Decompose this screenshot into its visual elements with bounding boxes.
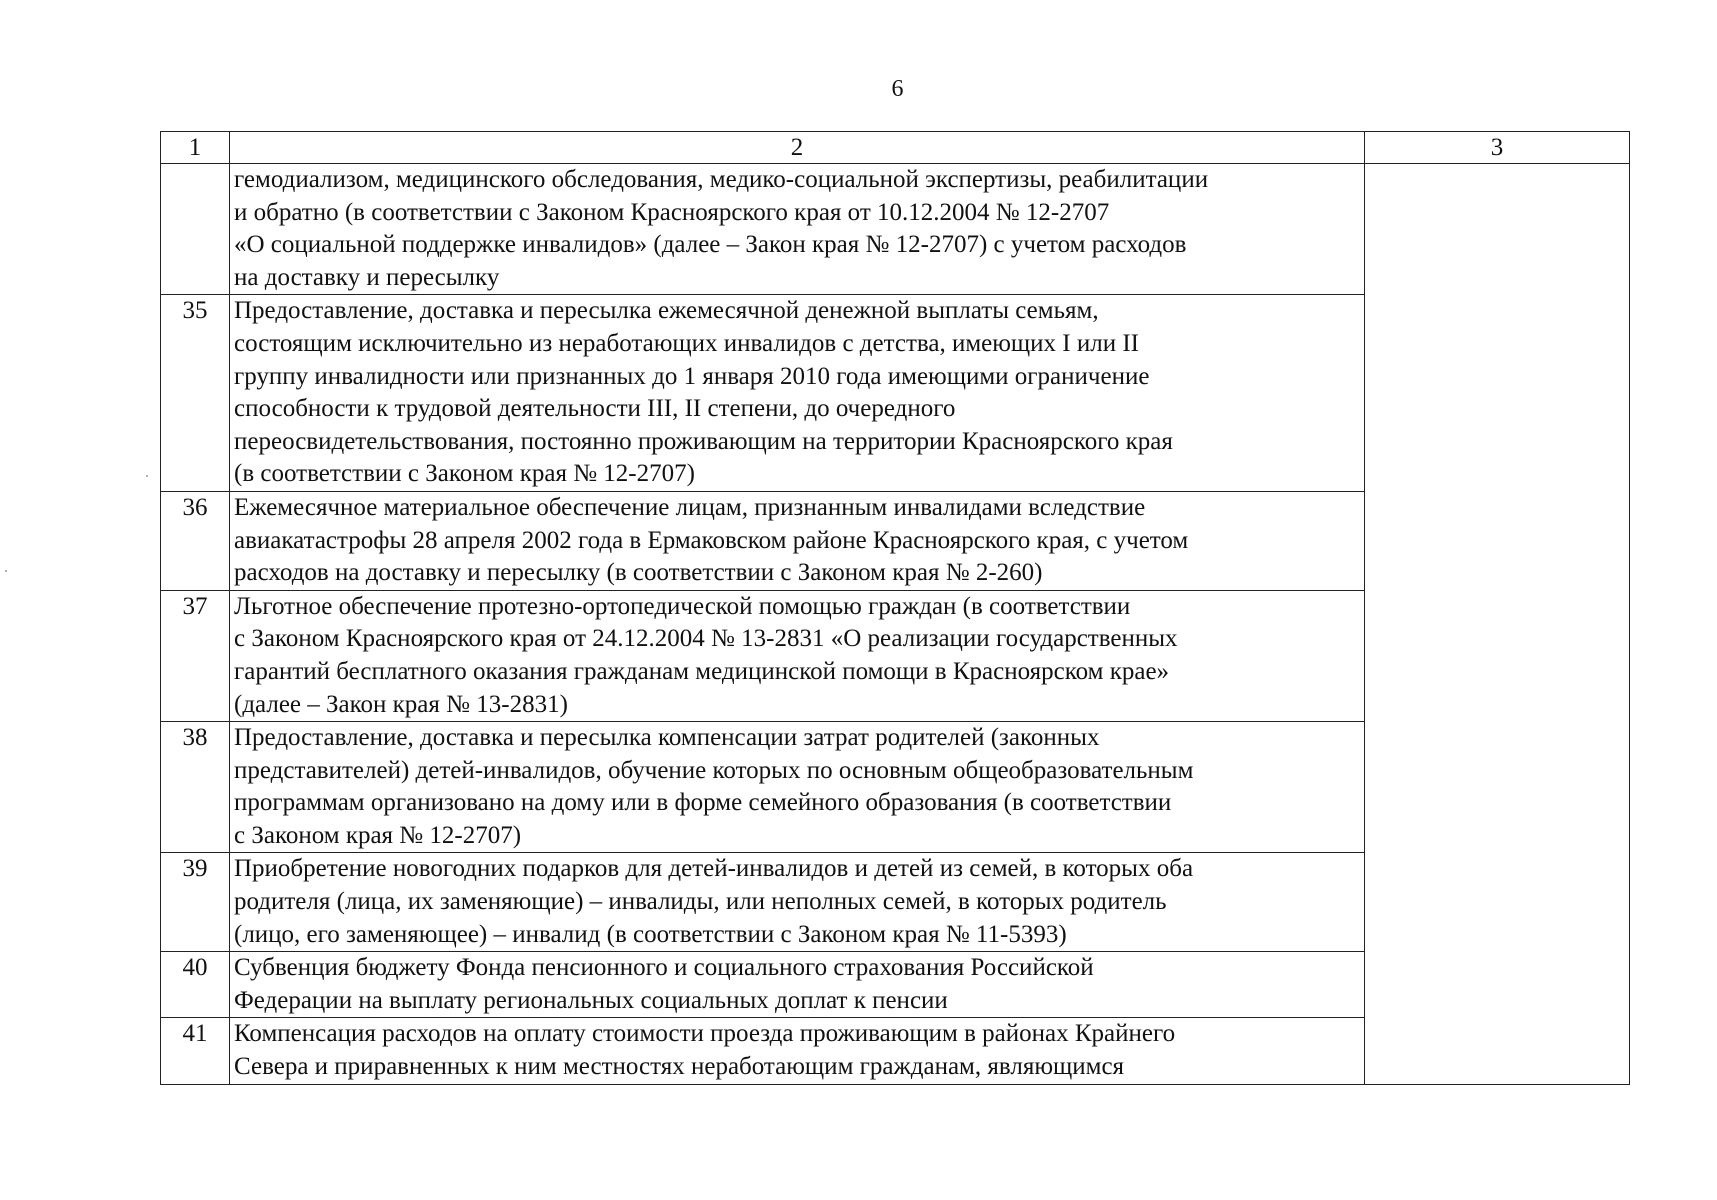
row-text (230, 853, 1365, 952)
page-number: 6 (891, 76, 904, 102)
text-line: Субвенция бюджету Фонда пенсионного и социального страхования Российской (234, 954, 1094, 982)
table-body (161, 164, 1630, 1085)
text-line: «О социальной поддержке инвалидов» (далее – Закон края № 12-2707) с учетом расходов (234, 231, 1187, 259)
row-text (230, 952, 1365, 1018)
text-line: группу инвалидности или признанных до 1 января 2010 года имеющими ограничение (234, 362, 1150, 390)
row-number (161, 164, 230, 295)
row-number: 41 (161, 1018, 230, 1084)
text-line: состоящим исключительно из неработающих инвалидов с детства, имеющих I или II (234, 329, 1140, 357)
column-header-2: 2 (230, 132, 1365, 164)
text-line: (в соответствии с Законом края № 12-2707) (234, 460, 695, 488)
text-line: гемодиализом, медицинского обследования, медико-социальной экспертизы, реабилитации (234, 166, 1209, 193)
text-line: (лицо, его заменяющее) – инвалид (в соответствии с Законом края № 11-5393) (234, 920, 1067, 948)
text-line: авиакатастрофы 28 апреля 2002 года в Ермаковском районе Красноярского края, с учетом (234, 526, 1189, 554)
row-number: 40 (161, 952, 230, 1018)
column-3-cell (1365, 164, 1630, 1085)
row-number: 37 (161, 590, 230, 721)
text-line: Ежемесячное материальное обеспечение лицам, признанным инвалидами вследствие (234, 493, 1146, 521)
document-table (160, 131, 1630, 1085)
row-number: 35 (161, 295, 230, 492)
text-line: с Законом края № 12-2707) (234, 821, 522, 849)
row-text (230, 722, 1365, 853)
text-line: с Законом Красноярского края от 24.12.2004 № 13-2831 «О реализации государственных (234, 625, 1178, 653)
text-line: Приобретение новогодних подарков для детей-инвалидов и детей из семей, в которых оба (234, 855, 1194, 883)
row-text (230, 491, 1365, 590)
row-number: 36 (161, 491, 230, 590)
text-line: программам организовано на дому или в форме семейного образования (в соответствии (234, 789, 1172, 817)
text-line: Предоставление, доставка и пересылка ежемесячной денежной выплаты семьям, (234, 297, 1099, 325)
text-line: и обратно (в соответствии с Законом Красноярского края от 10.12.2004 № 12-2707 (234, 198, 1110, 226)
text-line: Компенсация расходов на оплату стоимости проезда проживающим в районах Крайнего (234, 1020, 1176, 1048)
row-text (230, 1018, 1365, 1084)
text-line: гарантий бесплатного оказания гражданам медицинской помощи в Красноярском крае» (234, 657, 1170, 685)
row-number: 38 (161, 722, 230, 853)
row-text (230, 295, 1365, 492)
row-text (230, 590, 1365, 721)
table-header (161, 132, 1630, 164)
table-row (161, 164, 1630, 295)
text-line: Предоставление, доставка и пересылка компенсации затрат родителей (законных (234, 724, 1100, 752)
text-line: представителей) детей-инвалидов, обучение которых по основным общеобразовательным (234, 756, 1194, 784)
row-text (230, 164, 1365, 295)
text-line: способности к трудовой деятельности III, II степени, до очередного (234, 395, 956, 423)
table-header-row (161, 132, 1630, 164)
text-line: Льготное обеспечение протезно-ортопедической помощью граждан (в соответствии (234, 592, 1131, 620)
text-line: переосвидетельствования, постоянно проживающим на территории Красноярского края (234, 427, 1173, 455)
text-line: (далее – Закон края № 13-2831) (234, 690, 568, 718)
scan-speck (146, 475, 148, 477)
text-line: родителя (лица, их заменяющие) – инвалиды, или неполных семей, в которых родитель (234, 888, 1167, 916)
text-line: Севера и приравненных к ним местностях неработающим гражданам, являющимся (234, 1053, 1125, 1081)
row-number: 39 (161, 853, 230, 952)
column-header-1: 1 (161, 132, 230, 164)
text-line: на доставку и пересылку (234, 263, 500, 291)
text-line: расходов на доставку и пересылку (в соответствии с Законом края № 2-260) (234, 559, 1043, 587)
scan-speck (5, 570, 7, 572)
text-line: Федерации на выплату региональных социальных доплат к пенсии (234, 986, 948, 1014)
column-header-3: 3 (1365, 132, 1630, 164)
